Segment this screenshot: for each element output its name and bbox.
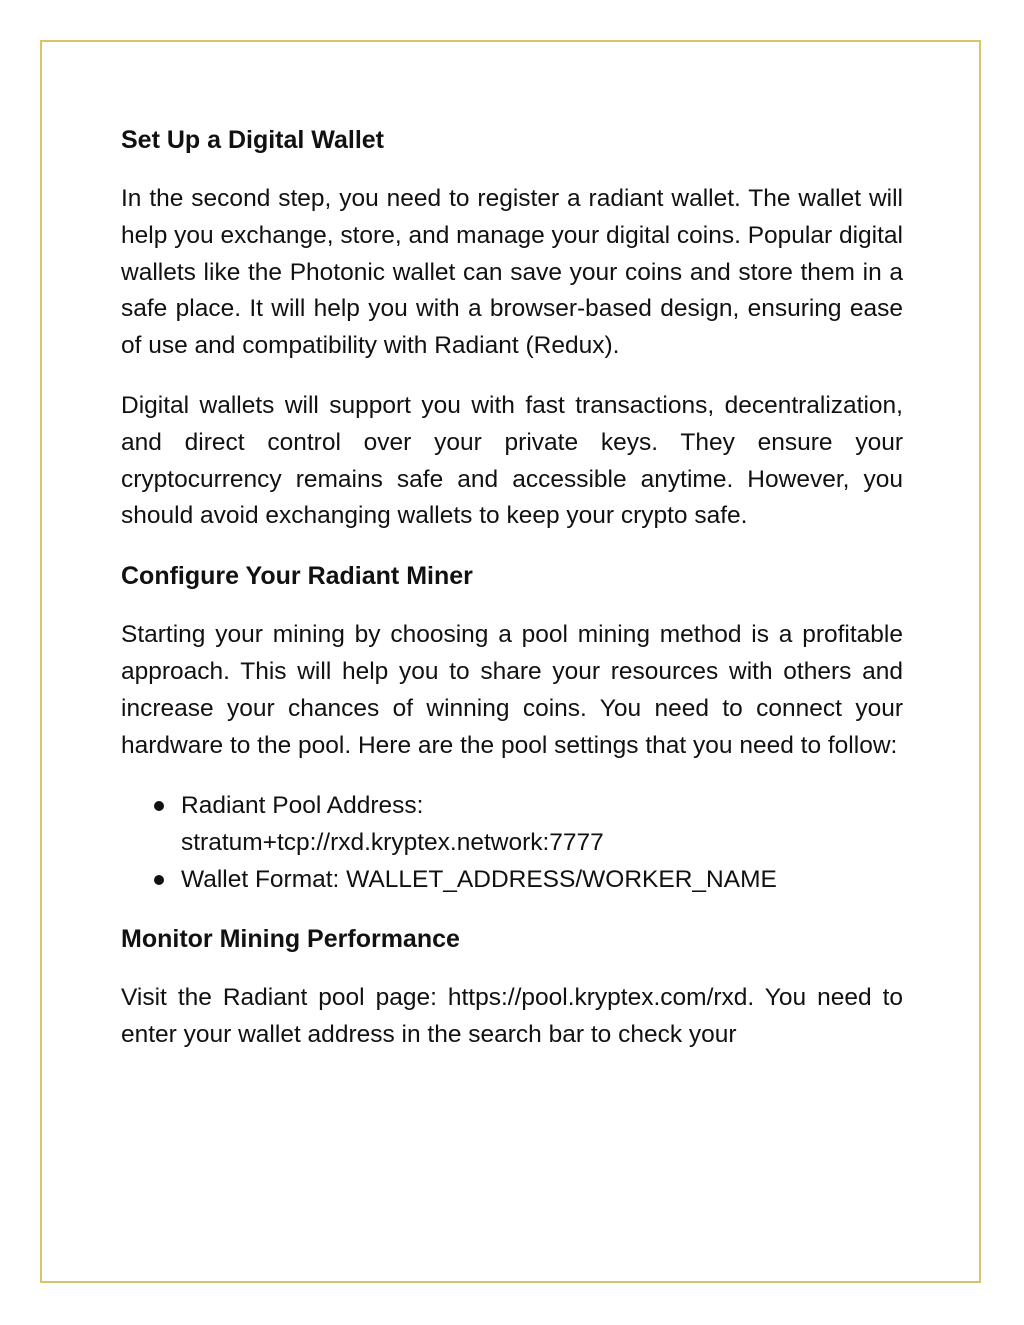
bullet-icon xyxy=(154,875,164,885)
list-item-wallet-format xyxy=(121,861,903,898)
paragraph-register-wallet: In the second step, you need to register a radiant wallet. The wallet will help you exchange, store, and manage your digital coins. Popular digital wallets like the Photonic wallet can save your coins and store them in a safe place. It will help you with a browser-based design, ensuring ease of use and compatibility with Radiant (Redux). xyxy=(121,185,903,360)
paragraph-wallet-benefits: Digital wallets will support you with fast transactions, decentralization, and direct control over your private keys. They ensure your cryptocurrency remains safe and accessible anytime. However, you should avoid exchanging wallets to keep your crypto safe. xyxy=(121,391,903,530)
paragraph-pool-mining: Starting your mining by choosing a pool mining method is a profitable approach. This will help you to share your resources with others and increase your chances of winning coins. You need to connect your hardware to the pool. Here are the pool settings that you need to follow: xyxy=(121,621,903,759)
document-content xyxy=(121,122,903,1077)
pool-settings-list xyxy=(121,787,903,898)
list-item-pool-address xyxy=(121,787,903,861)
heading-configure-miner: Configure Your Radiant Miner xyxy=(121,562,473,591)
pool-address-label: Radiant Pool Address: xyxy=(181,792,424,820)
bullet-icon xyxy=(154,801,164,811)
heading-monitor-performance: Monitor Mining Performance xyxy=(121,925,460,954)
heading-set-up-wallet: Set Up a Digital Wallet xyxy=(121,126,385,154)
paragraph-visit-pool-page: Visit the Radiant pool page: https://pool.kryptex.com/rxd. You need to enter your wallet address in the search bar to check your xyxy=(121,984,903,1049)
wallet-format-text: Wallet Format: WALLET_ADDRESS/WORKER_NAME xyxy=(181,866,777,894)
pool-address-value: stratum+tcp://rxd.kryptex.network:7777 xyxy=(181,829,604,857)
